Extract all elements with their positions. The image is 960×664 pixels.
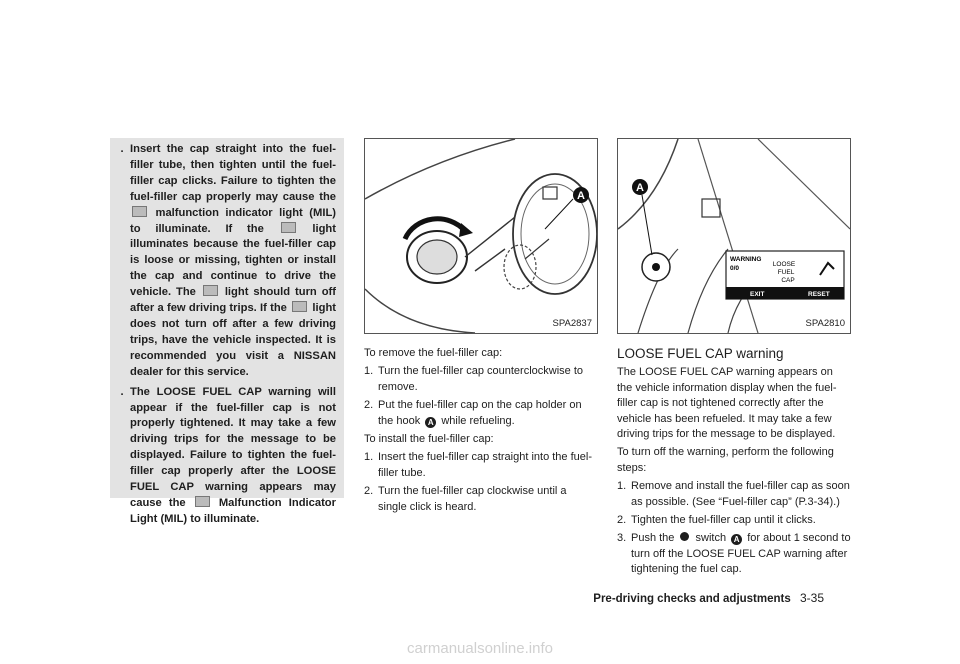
watermark: carmanualsonline.info <box>407 640 553 657</box>
display-reset: RESET <box>808 291 830 298</box>
list-item: 2. Turn the fuel-filler cap clockwise until a single click is heard. <box>364 485 567 513</box>
display-loose: LOOSE <box>772 261 796 268</box>
service-engine-soon-icon <box>292 301 307 312</box>
instrument-panel-illustration <box>618 139 850 333</box>
list-item: 1. Turn the fuel-filler cap counterclockwise to remove. <box>364 365 584 393</box>
steps-intro: To turn off the warning, perform the following steps: <box>617 446 834 474</box>
section-title: Pre-driving checks and adjustments <box>593 593 791 605</box>
page-footer <box>593 591 824 605</box>
remove-intro: To remove the fuel-filler cap: <box>364 347 503 359</box>
enter-button-icon <box>680 532 689 541</box>
display-warning: WARNING <box>730 256 762 263</box>
display-exit: EXIT <box>750 291 765 298</box>
figure-code: SPA2810 <box>805 318 845 329</box>
list-item: 3. Push the switch A for about 1 second to turn off the LOOSE FUEL CAP warning after tightening the fuel cap. <box>617 532 851 576</box>
callout-a-label: A <box>577 190 585 202</box>
intro-paragraph: The LOOSE FUEL CAP warning appears on the vehicle information display when the fuel-filler cap is not tightened correctly after the vehicle has been refueled. It may take a few driving trips for the message to be displayed. <box>617 366 837 441</box>
display-count: 0/0 <box>730 265 740 272</box>
callout-a-icon: A <box>731 534 742 545</box>
service-engine-soon-icon <box>203 285 218 296</box>
right-column <box>617 346 851 581</box>
section-heading: LOOSE FUEL CAP warning <box>617 346 784 361</box>
bullet-item: . Insert the cap straight into the fuel-filler tube, then tighten until the fuel-filler cap clicks. Failure to tighten the fuel-filler cap properly may cause the malfunction indicator light (MIL) to illuminate. If the light illuminates because the fuel-filler cap is loose or missing, tighten or install the cap and continue to drive the vehicle. The light should turn off after a few driving trips. If the light does not turn off after a few driving trips, have the vehicle inspected. It is recommended you visit a NISSAN dealer for this service. <box>120 143 337 378</box>
list-item: 1. Insert the fuel-filler cap straight into the fuel-filler tube. <box>364 451 592 479</box>
fuel-cap-figure <box>364 138 598 334</box>
service-engine-soon-icon <box>195 496 210 507</box>
callout-a-icon: A <box>425 417 436 428</box>
service-engine-soon-icon <box>281 222 296 233</box>
caution-box <box>110 138 344 525</box>
list-item: 2. Tighten the fuel-filler cap until it clicks. <box>617 514 816 527</box>
display-cap: CAP <box>781 277 795 284</box>
bullet-item: . The LOOSE FUEL CAP warning will appear if the fuel-filler cap is not properly tightened. It may take a few driving trips for the message to be displayed. Failure to tighten the fuel-filler cap properly after the LOOSE FUEL CAP warning appears may cause the Malfunction Indicator Light (MIL) to illuminate. <box>120 385 336 525</box>
fuel-cap-illustration <box>365 139 597 333</box>
figure-code: SPA2837 <box>552 318 592 329</box>
callout-a-label: A <box>636 182 644 194</box>
display-fuel: FUEL <box>777 269 795 276</box>
install-intro: To install the fuel-filler cap: <box>364 433 494 446</box>
list-item: 1. Remove and install the fuel-filler cap as soon as possible. (See “Fuel-filler cap” (P.3-34).) <box>617 480 850 508</box>
loose-cap-figure <box>617 138 851 334</box>
page-number: 3-35 <box>799 591 824 605</box>
list-item: 2. Put the fuel-filler cap on the cap holder on the hook A while refueling. <box>364 399 582 427</box>
service-engine-soon-icon <box>132 206 147 217</box>
middle-column <box>364 346 598 518</box>
